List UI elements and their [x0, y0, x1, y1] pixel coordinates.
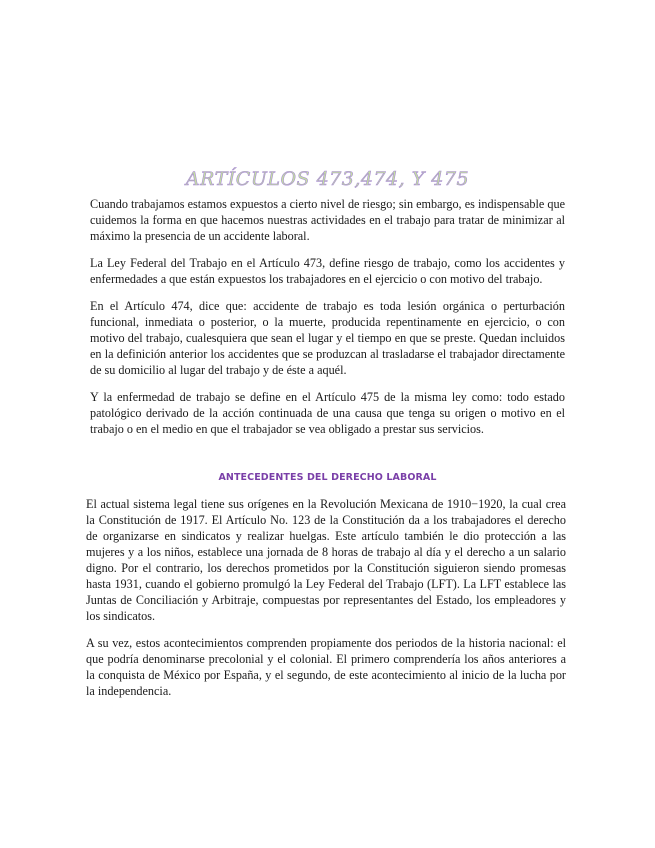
history-section: [86, 496, 566, 710]
history-paragraph-1: El actual sistema legal tiene sus orígenes en la Revolución Mexicana de 1910−1920, la cual crea la Constitución de 1917. El Artículo No. 123 de la Constitución da a los trabajadores el derecho de organizarse en sindicatos y realizar huelgas. Este artículo también le dio protección a las mujeres y a los niños, establece una jornada de 8 horas de trabajo al día y el derecho a un salario digno. Por el contrario, los derechos prometidos por la Constitución siguieron siendo promesas hasta 1931, cuando el gobierno promulgó la Ley Federal del Trabajo (LFT). La LFT establece las Juntas de Conciliación y Arbitraje, compuestas por representantes del Estado, los empleadores y los sindicatos.: [86, 497, 566, 623]
intro-paragraph-2: La Ley Federal del Trabajo en el Artículo 473, define riesgo de trabajo, como los accidentes y enfermedades a que están expuestos los trabajadores en el ejercicio o con motivo del trabajo.: [90, 256, 565, 286]
intro-section: [90, 196, 565, 448]
intro-paragraph-4: Y la enfermedad de trabajo se define en el Artículo 475 de la misma ley como: todo estado patológico derivado de la acción continuada de una causa que tenga su origen o motivo en el trabajo o en el medio en que el trabajador se vea obligado a prestar sus servicios.: [90, 390, 565, 436]
history-paragraph-2: A su vez, estos acontecimientos comprenden propiamente dos periodos de la historia nacional: el que podría denominarse precolonial y el colonial. El primero comprendería los años anteriores a la conquista de México por España, y el segundo, de este acontecimiento al inicio de la lucha por la independencia.: [86, 636, 566, 698]
intro-paragraph-3: En el Artículo 474, dice que: accidente de trabajo es toda lesión orgánica o perturbación funcional, inmediata o posterior, o la muerte, producida repentinamente en ejercicio, o con motivo del trabajo, cualesquiera que sean el lugar y el tiempo en que se preste. Quedan incluidos en la definición anterior los accidentes que se produzcan al trasladarse el trabajador directamente de su domicilio al lugar del trabajo y de éste a aquél.: [90, 299, 565, 377]
page-title: ARTÍCULOS 473,474, Y 475: [185, 168, 470, 190]
intro-paragraph-1: Cuando trabajamos estamos expuestos a cierto nivel de riesgo; sin embargo, es indispensable que cuidemos la forma en que hacemos nuestras actividades en el trabajo para tratar de minimizar al máximo la presencia de un accidente laboral.: [90, 197, 565, 243]
section-heading: ANTECEDENTES DEL DERECHO LABORAL: [218, 472, 437, 483]
